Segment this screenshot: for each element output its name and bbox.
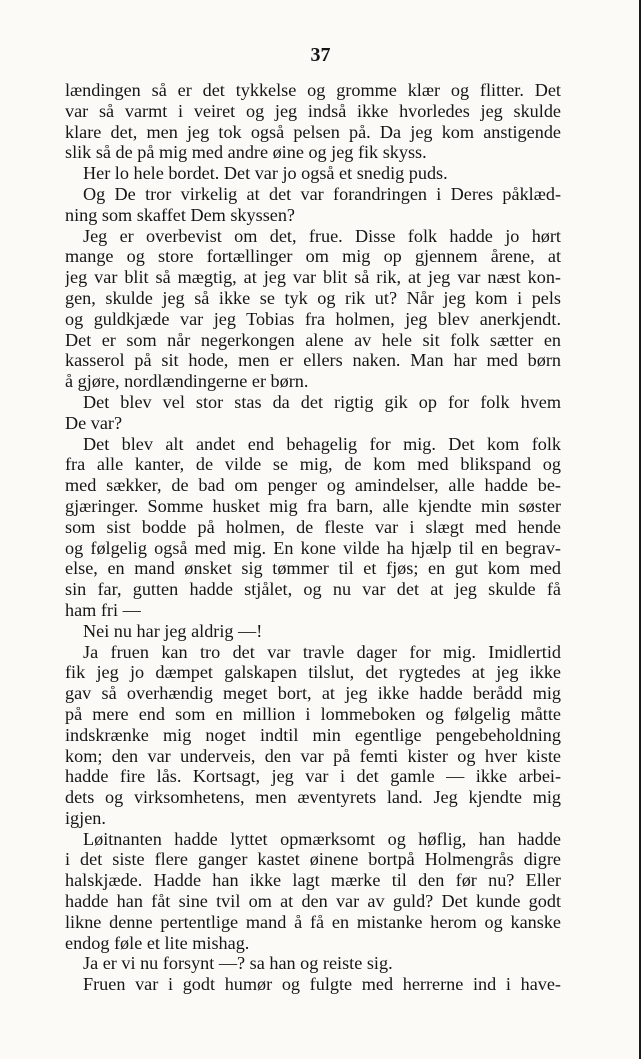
text-line: Ja fruen kan tro det var travle dager for mig. Imidlertid — [83, 641, 561, 662]
text-line: fik jeg jo dæmpet galskapen tilslut, det rygtedes at jeg ikke — [65, 662, 561, 683]
text-line: med sækker, de bad om penger og amindelser, alle hadde be- — [65, 475, 561, 496]
text-line: ning som skaffet Dem skyssen? — [65, 204, 296, 225]
page-number: 37 — [310, 44, 331, 66]
text-line: Nei nu har jeg aldrig —! — [83, 620, 263, 641]
text-line: klare det, men jeg tok også pelsen på. Da jeg kom anstigende — [65, 121, 561, 142]
text-line: kasserol på sit hode, men er ellers naken. Man har med børn — [65, 350, 561, 371]
text-line: else, en mand ønsket sig tømmer til et fjøs; en gut kom med — [65, 558, 561, 579]
text-line: ham fri — — [65, 599, 141, 620]
text-line: likne denne pertentlige mand å få en mistanke herom og kanske — [65, 911, 561, 932]
text-line: og følgelig også med mig. En kone vilde ha hjælp til en begrav- — [65, 537, 561, 558]
text-line: gjæringer. Somme husket mig fra barn, alle kjendte min søster — [65, 495, 561, 516]
text-line: Løitnanten hadde lyttet opmærksomt og høflig, han hadde — [83, 828, 561, 849]
text-line: De var? — [65, 412, 123, 433]
text-line: igjen. — [65, 807, 106, 828]
text-line: gav så overhændig meget bort, at jeg ikke hadde berådd mig — [65, 683, 561, 704]
text-line: Ja er vi nu forsynt —? sa han og reiste sig. — [83, 953, 393, 974]
text-line: dets og virksomhetens, men æventyrets land. Jeg kjendte mig — [65, 787, 561, 808]
text-line: sin far, gutten hadde stjålet, og nu var det at jeg skulde få — [65, 579, 561, 600]
text-line: Det er som når negerkongen alene av hele sit folk sætter en — [65, 329, 561, 350]
text-line: i det siste flere ganger kastet øinene bortpå Holmengrås digre — [65, 849, 561, 870]
text-line: hadde fire lås. Kortsagt, jeg var i det gamle — ikke arbei- — [65, 766, 561, 787]
text-line: å gjøre, nordlændingerne er børn. — [65, 371, 309, 392]
text-line: Her lo hele bordet. Det var jo også et snedig puds. — [83, 163, 448, 184]
text-line: som sist bodde på holmen, de fleste var i slægt med hende — [65, 516, 561, 537]
text-line: fra alle kanter, de vilde se mig, de kom med blikspand og — [65, 454, 561, 475]
text-line: halskjæde. Hadde han ikke lagt mærke til den før nu? Eller — [65, 870, 561, 891]
text-line: Det blev vel stor stas da det rigtig gik op for folk hvem — [83, 391, 561, 412]
text-line: Jeg er overbevist om det, frue. Disse folk hadde jo hørt — [83, 225, 561, 246]
text-line: Fruen var i godt humør og fulgte med herrerne ind i have- — [83, 974, 561, 995]
text-line: var så varmt i veiret og jeg indså ikke hvorledes jeg skulde — [65, 100, 561, 121]
text-line: mange og store fortællinger om mig op gjennem årene, at — [65, 246, 561, 267]
text-line: Og De tror virkelig at det var forandringen i Deres påklæd- — [83, 183, 561, 204]
text-line: slik så de på mig med andre øine og jeg fik skyss. — [65, 142, 427, 163]
text-line: på mere end som en million i lommeboken og følgelig måtte — [65, 703, 561, 724]
text-line: lændingen så er det tykkelse og gromme klær og flitter. Det — [65, 80, 561, 100]
text-line: jeg var blit så mægtig, at jeg var blit så rik, at jeg var næst kon- — [65, 267, 561, 288]
text-line: hadde han fåt sine tvil om at den var av guld? Det kunde godt — [65, 891, 561, 912]
text-line: endog føle et lite mishag. — [65, 932, 250, 953]
text-line: og guldkjæde var jeg Tobias fra holmen, jeg blev anerkjendt. — [65, 308, 561, 329]
body-text — [65, 80, 561, 995]
text-line: Det blev alt andet end behagelig for mig. Det kom folk — [83, 433, 561, 454]
text-line: kom; den var underveis, den var på femti kister og hver kiste — [65, 745, 561, 766]
text-line: gen, skulde jeg så ikke se tyk og rik ut? Når jeg kom i pels — [65, 287, 561, 308]
text-line: indskrænke mig noget indtil min egentlige pengebeholdning — [65, 724, 561, 745]
